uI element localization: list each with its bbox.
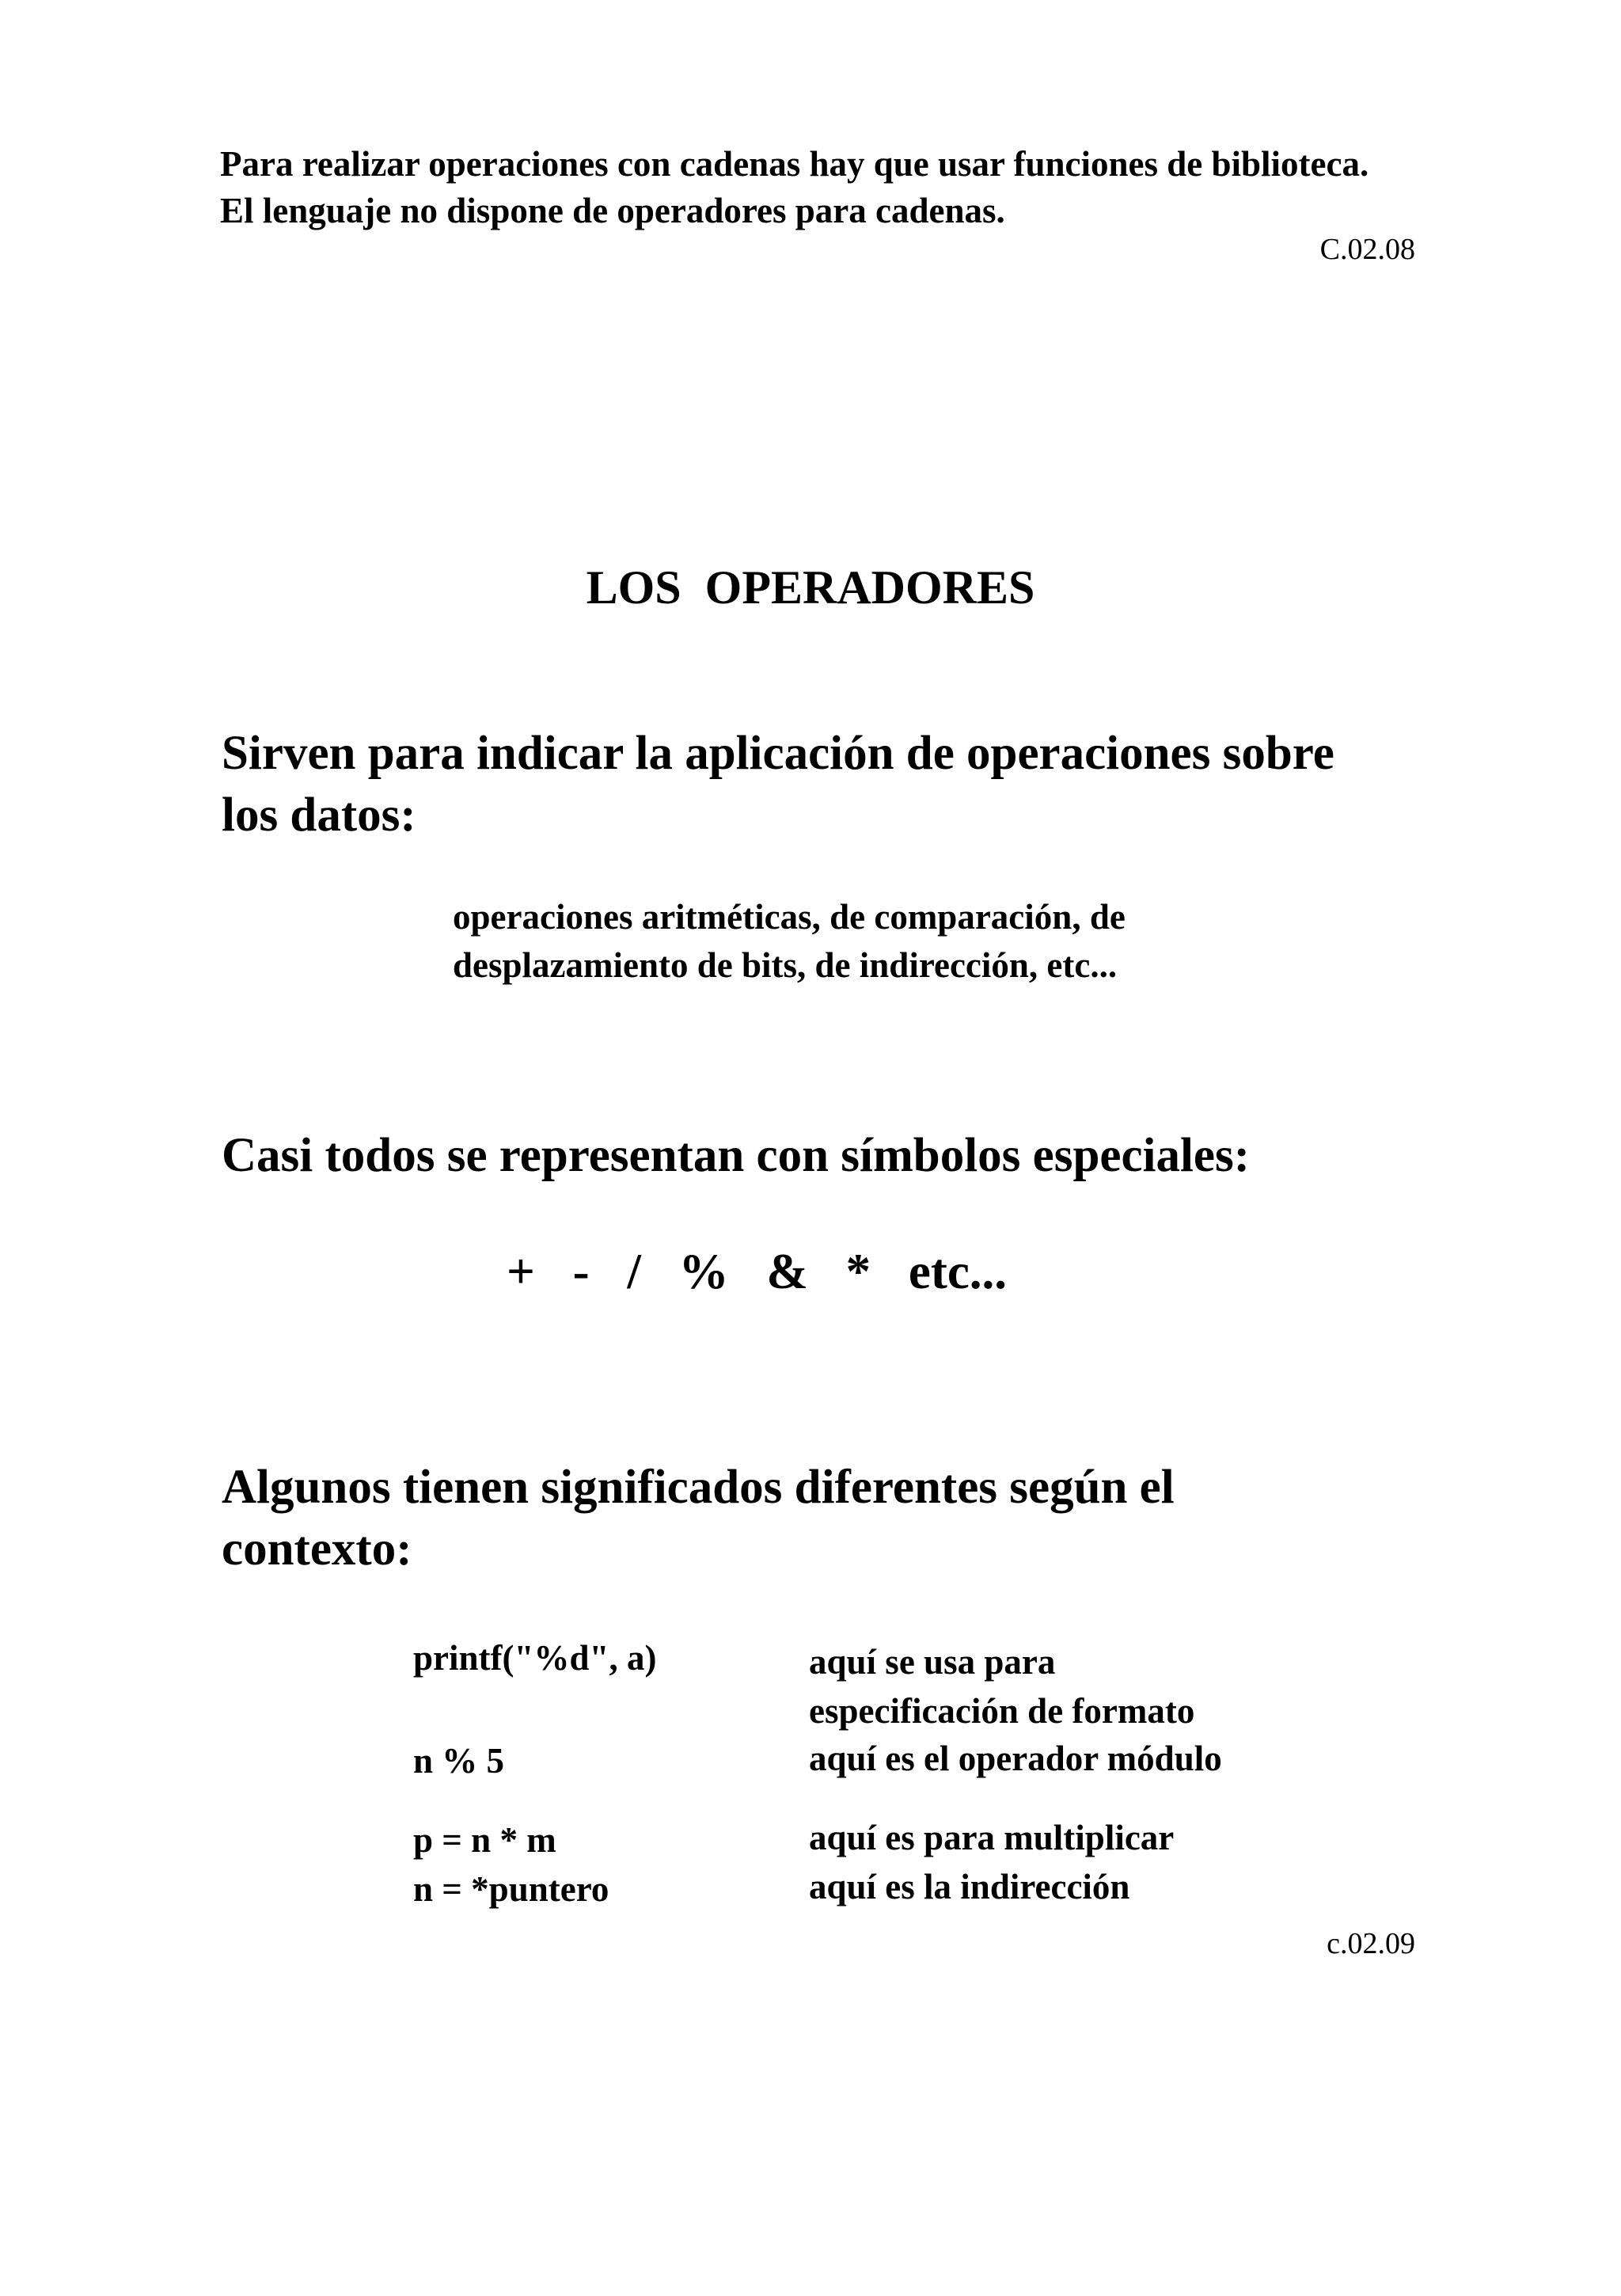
intro-line-2: El lenguaje no dispone de operadores para cadenas. bbox=[220, 191, 1005, 230]
section2-heading: Casi todos se representan con símbolos especiales: bbox=[222, 1129, 1251, 1182]
example-code-2: n % 5 bbox=[413, 1741, 505, 1781]
example-code-4: n = *puntero bbox=[413, 1869, 609, 1909]
symbol-plus: + bbox=[507, 1244, 535, 1299]
example-meaning-4: aquí es la indirección bbox=[809, 1867, 1130, 1906]
example-meaning-1-line-2: especificación de formato bbox=[809, 1691, 1195, 1731]
page-code-bottom: c.02.09 bbox=[1327, 1927, 1415, 1960]
example-meaning-1-line-1: aquí se usa para bbox=[809, 1642, 1056, 1682]
section1-heading-line-2: los datos: bbox=[222, 789, 416, 842]
page-code-top: C.02.08 bbox=[1319, 233, 1415, 266]
symbol-minus: - bbox=[572, 1244, 590, 1299]
intro-line-1: Para realizar operaciones con cadenas hay que usar funciones de biblioteca. bbox=[220, 144, 1369, 184]
page-title: LOS OPERADORES bbox=[586, 561, 1035, 614]
section3-heading-line-2: contexto: bbox=[222, 1522, 412, 1576]
symbol-slash: / bbox=[627, 1244, 641, 1299]
example-meaning-3: aquí es para multiplicar bbox=[809, 1818, 1175, 1857]
section1-detail bbox=[453, 893, 1126, 990]
section1-heading bbox=[222, 723, 1334, 846]
operator-symbols bbox=[507, 1243, 1032, 1301]
section3-heading bbox=[222, 1457, 1175, 1580]
intro-text bbox=[220, 141, 1369, 234]
example-meaning-2: aquí es el operador módulo bbox=[809, 1739, 1222, 1778]
section3-heading-line-1: Algunos tienen significados diferentes según el bbox=[222, 1461, 1175, 1514]
example-meaning-1 bbox=[809, 1637, 1194, 1735]
section1-detail-line-2: desplazamiento de bits, de indirección, etc... bbox=[453, 945, 1118, 985]
section1-detail-line-1: operaciones aritméticas, de comparación, de bbox=[453, 897, 1126, 937]
example-code-3: p = n * m bbox=[413, 1820, 556, 1860]
section1-heading-line-1: Sirven para indicar la aplicación de operaciones sobre bbox=[222, 727, 1334, 780]
symbol-ampersand: & bbox=[766, 1244, 808, 1299]
symbol-etc: etc... bbox=[908, 1244, 1008, 1299]
example-code-1: printf("%d", a) bbox=[413, 1638, 657, 1678]
symbol-asterisk: * bbox=[845, 1244, 871, 1299]
symbol-percent: % bbox=[678, 1244, 729, 1299]
